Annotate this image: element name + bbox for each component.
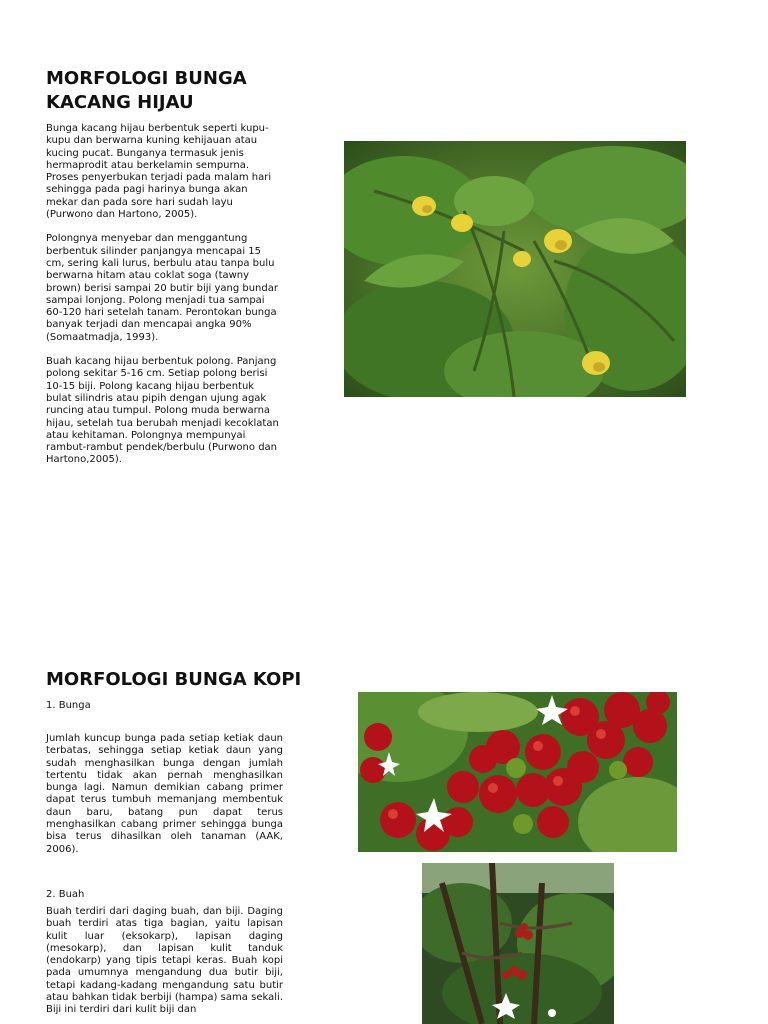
kopi-buah-paragraph: Buah terdiri dari daging buah, dan biji. Daging buah terdiri atas tiga bagian, yaitu lapisan kulit luar (eksokarp), lapisan daging (mesokarp), dan lapisan kulit tanduk (endokarp) yang tipis tetapi keras. Buah kopi pada umumnya mengandung dua butir biji, tetapi kadang-kadang mengandung satu butir atau bahkan tidak berbiji (hampa) sama sekali. Biji ini terdiri dari kulit biji dan	[46, 906, 283, 1016]
paragraph: Buah kacang hijau berbentuk polong. Panjang polong sekitar 5-16 cm. Setiap polong berisi 10-15 biji. Polong kacang hijau berbentuk bulat silindris atau pipih dengan ujung agak runcing atau tumpul. Polong muda berwarna hijau, setelah tua berubah menjadi kecoklatan atau kehitaman. Polongnya mempunyai rambut-rambut pendek/berbulu (Purwono dan Hartono,2005).	[46, 356, 279, 466]
title-line-2: KACANG HIJAU	[46, 92, 194, 113]
coffee-tree-photo	[422, 863, 614, 1024]
mung-bean-flower-photo	[344, 141, 686, 397]
paragraph: Polongnya menyebar dan menggantung berbentuk silinder panjangya mencapai 15 cm, sering kali lurus, berbulu atau tanpa bulu berwarna hitam atau coklat soga (tawny brown) berisi sampai 20 butir biji yang bundar sampai lonjong. Polong menjadi tua sampai 60-120 hari setelah tanam. Perontokan bunga banyak terjadi dan mencapai angka 90% (Somaatmadja, 1993).	[46, 233, 278, 343]
paragraph: Bunga kacang hijau berbentuk seperti kupu-kupu dan berwarna kuning kehijauan atau kucing pucat. Bunganya termasuk jenis hermaprodit atau berkelamin sempurna. Proses penyerbukan terjadi pada malam hari sehingga pada pagi harinya bunga akan mekar dan pada sore hari sudah layu (Purwono dan Hartono, 2005).	[46, 123, 272, 221]
kacang-hijau-body	[46, 123, 282, 479]
coffee-cherries-photo	[358, 692, 677, 852]
subheading-buah: 2. Buah	[46, 889, 85, 900]
title-line-1: MORFOLOGI BUNGA	[46, 68, 247, 89]
subheading-bunga: 1. Bunga	[46, 700, 91, 711]
section-title-kopi: MORFOLOGI BUNGA KOPI	[46, 669, 302, 690]
section-title-kacang-hijau	[46, 67, 306, 115]
kopi-bunga-paragraph: Jumlah kuncup bunga pada setiap ketiak daun terbatas, sehingga setiap ketiak daun yang sudah menghasilkan bunga dengan jumlah tertentu tidak akan pernah menghasilkan bunga lagi. Namun demikian cabang primer dapat terus tumbuh memanjang membentuk daun baru, batang pun dapat terus menghasilkan cabang primer sehingga bunga bisa terus dihasilkan oleh tanaman (AAK, 2006).	[46, 733, 283, 855]
